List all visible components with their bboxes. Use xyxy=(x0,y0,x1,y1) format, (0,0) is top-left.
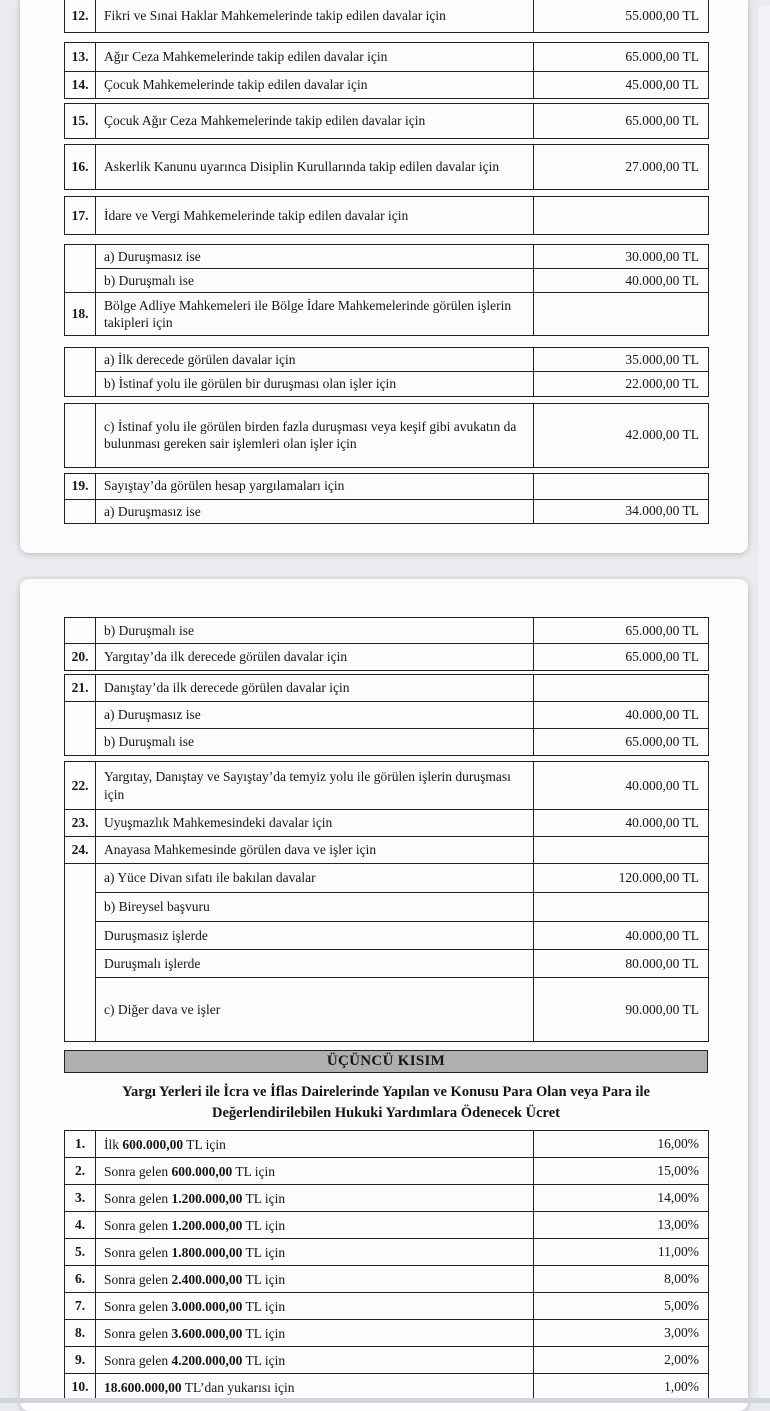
row-number-cell: 8. xyxy=(65,1320,96,1347)
table-row xyxy=(65,72,709,99)
table-row xyxy=(65,729,709,756)
table-row xyxy=(65,1374,709,1401)
table-row xyxy=(65,675,709,702)
table-row xyxy=(65,644,709,671)
description-cell: Sonra gelen 3.000.000,00 TL için xyxy=(96,1293,534,1320)
amount-cell xyxy=(534,473,709,499)
row-number-cell: 2. xyxy=(65,1158,96,1185)
table-row xyxy=(65,293,709,336)
description-cell: Duruşmalı işlerde xyxy=(96,950,534,978)
percentage-cell: 16,00% xyxy=(534,1131,709,1158)
table-row xyxy=(65,269,709,293)
table-row xyxy=(65,1212,709,1239)
amount-cell: 65.000,00 TL xyxy=(534,43,709,72)
table-row xyxy=(65,1293,709,1320)
amount-cell: 40.000,00 TL xyxy=(534,269,709,293)
description-cell: Sonra gelen 4.200.000,00 TL için xyxy=(96,1347,534,1374)
amount-cell: 40.000,00 TL xyxy=(534,810,709,837)
table-row xyxy=(65,1185,709,1212)
table-row xyxy=(65,762,709,810)
description-cell: Sonra gelen 3.600.000,00 TL için xyxy=(96,1320,534,1347)
table-row xyxy=(65,473,709,499)
amount-cell: 30.000,00 TL xyxy=(534,245,709,269)
description-cell: Anayasa Mahkemesinde görülen dava ve işler için xyxy=(96,837,534,864)
fee-table xyxy=(64,42,709,99)
fee-table xyxy=(64,1130,709,1401)
amount-cell xyxy=(534,675,709,702)
section-header-label: ÜÇÜNCÜ KISIM xyxy=(326,1053,446,1069)
row-number-cell: 17. xyxy=(65,197,96,235)
amount-cell: 40.000,00 TL xyxy=(534,702,709,729)
amount-cell: 65.000,00 TL xyxy=(534,104,709,139)
description-cell: Askerlik Kanunu uyarınca Disiplin Kurullarında takip edilen davalar için xyxy=(96,145,534,190)
description-cell: 18.600.000,00 TL’dan yukarısı için xyxy=(96,1374,534,1401)
document-page-1 xyxy=(20,0,748,553)
description-cell: a) Yüce Divan sıfatı ile bakılan davalar xyxy=(96,864,534,893)
table-row xyxy=(65,618,709,644)
row-number-cell: 12. xyxy=(65,0,96,33)
amount-cell: 80.000,00 TL xyxy=(534,950,709,978)
scrollbar-track[interactable] xyxy=(758,5,770,1403)
amount-cell: 90.000,00 TL xyxy=(534,978,709,1042)
table-row xyxy=(65,1266,709,1293)
viewport-bottom-edge xyxy=(0,1398,770,1403)
description-cell: Danıştay’da ilk derecede görülen davalar için xyxy=(96,675,534,702)
row-number-cell: 22. xyxy=(65,762,96,810)
amount-cell: 35.000,00 TL xyxy=(534,348,709,372)
table-row xyxy=(65,978,709,1042)
row-number-cell: 9. xyxy=(65,1347,96,1374)
description-cell: Sonra gelen 1.200.000,00 TL için xyxy=(96,1185,534,1212)
fee-table xyxy=(64,403,709,468)
amount-cell: 40.000,00 TL xyxy=(534,922,709,950)
table-row xyxy=(65,893,709,922)
percentage-cell: 1,00% xyxy=(534,1374,709,1401)
row-number-cell: 4. xyxy=(65,1212,96,1239)
description-cell: a) Duruşmasız ise xyxy=(96,245,534,269)
table-row xyxy=(65,1131,709,1158)
table-row xyxy=(65,1347,709,1374)
description-cell: Yargıtay, Danıştay ve Sayıştay’da temyiz yolu ile görülen işlerin duruşması için xyxy=(96,762,534,810)
table-row xyxy=(65,1320,709,1347)
section-heading xyxy=(64,1082,708,1123)
row-number-cell: 6. xyxy=(65,1266,96,1293)
table-row xyxy=(65,403,709,467)
bold-amount-text: 600.000,00 xyxy=(122,1136,184,1152)
amount-cell: 120.000,00 TL xyxy=(534,864,709,893)
description-cell: Sonra gelen 1.200.000,00 TL için xyxy=(96,1212,534,1239)
bold-amount-text: 2.400.000,00 xyxy=(171,1271,243,1287)
amount-cell: 55.000,00 TL xyxy=(534,0,709,33)
row-number-empty-cell xyxy=(65,702,96,756)
bold-amount-text: 1.800.000,00 xyxy=(171,1244,243,1260)
row-number-empty-cell xyxy=(65,864,96,1042)
description-cell: Duruşmasız işlerde xyxy=(96,922,534,950)
amount-cell: 22.000,00 TL xyxy=(534,372,709,396)
description-cell: Çocuk Mahkemelerinde takip edilen davalar için xyxy=(96,72,534,99)
document-page-2 xyxy=(20,579,748,1411)
row-number-cell: 24. xyxy=(65,837,96,864)
row-number-empty-cell xyxy=(65,618,96,644)
description-cell: a) Duruşmasız ise xyxy=(96,702,534,729)
table-row xyxy=(65,922,709,950)
row-number-cell: 7. xyxy=(65,1293,96,1320)
description-cell: b) Duruşmalı ise xyxy=(96,729,534,756)
fee-table xyxy=(64,761,709,1042)
percentage-cell: 11,00% xyxy=(534,1239,709,1266)
table-row xyxy=(65,372,709,396)
fee-table-area-page1 xyxy=(64,0,708,524)
amount-cell: 40.000,00 TL xyxy=(534,762,709,810)
table-row xyxy=(65,0,709,33)
table-row xyxy=(65,950,709,978)
fee-table xyxy=(64,617,709,671)
row-number-cell: 15. xyxy=(65,104,96,139)
percentage-table-area xyxy=(64,1130,708,1401)
percentage-cell: 2,00% xyxy=(534,1347,709,1374)
fee-table xyxy=(64,674,709,756)
table-row xyxy=(65,1158,709,1185)
amount-cell: 42.000,00 TL xyxy=(534,403,709,467)
row-number-cell: 21. xyxy=(65,675,96,702)
description-cell: Fikri ve Sınai Haklar Mahkemelerinde takip edilen davalar için xyxy=(96,0,534,33)
fee-table-area-page2 xyxy=(64,617,708,1042)
fee-table xyxy=(64,244,709,336)
row-number-cell: 16. xyxy=(65,145,96,190)
description-cell: a) Duruşmasız ise xyxy=(96,499,534,523)
description-cell: c) Diğer dava ve işler xyxy=(96,978,534,1042)
table-row xyxy=(65,864,709,893)
percentage-cell: 3,00% xyxy=(534,1320,709,1347)
section-header-band xyxy=(64,1050,708,1073)
description-cell: Sayıştay’da görülen hesap yargılamaları için xyxy=(96,473,534,499)
table-row xyxy=(65,197,709,235)
description-cell: Sonra gelen 600.000,00 TL için xyxy=(96,1158,534,1185)
description-cell: b) Duruşmalı ise xyxy=(96,618,534,644)
amount-cell: 45.000,00 TL xyxy=(534,72,709,99)
description-cell: Sonra gelen 2.400.000,00 TL için xyxy=(96,1266,534,1293)
description-cell: Yargıtay’da ilk derecede görülen davalar için xyxy=(96,644,534,671)
description-cell: Çocuk Ağır Ceza Mahkemelerinde takip edilen davalar için xyxy=(96,104,534,139)
amount-cell: 34.000,00 TL xyxy=(534,499,709,523)
description-cell: Sonra gelen 1.800.000,00 TL için xyxy=(96,1239,534,1266)
table-row xyxy=(65,43,709,72)
table-row xyxy=(65,1239,709,1266)
percentage-cell: 8,00% xyxy=(534,1266,709,1293)
row-number-cell: 14. xyxy=(65,72,96,99)
percentage-cell: 13,00% xyxy=(534,1212,709,1239)
description-cell: Bölge Adliye Mahkemeleri ile Bölge İdare Mahkemelerinde görülen işlerin takipleri için xyxy=(96,293,534,336)
bold-amount-text: 3.000.000,00 xyxy=(171,1298,243,1314)
table-row xyxy=(65,348,709,372)
bold-amount-text: 1.200.000,00 xyxy=(171,1217,243,1233)
description-cell: a) İlk derecede görülen davalar için xyxy=(96,348,534,372)
fee-table xyxy=(64,196,709,235)
row-number-cell: 18. xyxy=(65,293,96,336)
row-number-cell: 5. xyxy=(65,1239,96,1266)
bold-amount-text: 18.600.000,00 xyxy=(104,1379,182,1395)
fee-table xyxy=(64,347,709,396)
bold-amount-text: 4.200.000,00 xyxy=(171,1352,243,1368)
row-number-cell: 19. xyxy=(65,473,96,499)
amount-cell xyxy=(534,293,709,336)
amount-cell xyxy=(534,893,709,922)
fee-table xyxy=(64,144,709,190)
description-cell: İlk 600.000,00 TL için xyxy=(96,1131,534,1158)
table-row xyxy=(65,145,709,190)
description-cell: b) Bireysel başvuru xyxy=(96,893,534,922)
table-row xyxy=(65,104,709,139)
description-cell: c) İstinaf yolu ile görülen birden fazla duruşması veya keşif gibi avukatın da bulunması gereken sair işlemleri olan işler için xyxy=(96,403,534,467)
description-cell: Ağır Ceza Mahkemelerinde takip edilen davalar için xyxy=(96,43,534,72)
percentage-cell: 5,00% xyxy=(534,1293,709,1320)
amount-cell: 27.000,00 TL xyxy=(534,145,709,190)
amount-cell: 65.000,00 TL xyxy=(534,644,709,671)
row-number-cell: 23. xyxy=(65,810,96,837)
table-row xyxy=(65,245,709,269)
table-row xyxy=(65,810,709,837)
amount-cell: 65.000,00 TL xyxy=(534,618,709,644)
bold-amount-text: 1.200.000,00 xyxy=(171,1190,243,1206)
table-row xyxy=(65,702,709,729)
bold-amount-text: 3.600.000,00 xyxy=(171,1325,243,1341)
fee-table xyxy=(64,103,709,139)
row-number-cell: 10. xyxy=(65,1374,96,1401)
amount-cell: 65.000,00 TL xyxy=(534,729,709,756)
fee-table xyxy=(64,0,709,33)
section-heading-line1: Yargı Yerleri ile İcra ve İflas Dairelerinde Yapılan ve Konusu Para Olan veya Para ile xyxy=(122,1084,650,1100)
amount-cell xyxy=(534,837,709,864)
percentage-cell: 14,00% xyxy=(534,1185,709,1212)
fee-table xyxy=(64,473,709,524)
row-number-empty-cell xyxy=(65,403,96,467)
row-number-empty-cell xyxy=(65,348,96,396)
table-row xyxy=(65,837,709,864)
row-number-cell: 1. xyxy=(65,1131,96,1158)
row-number-cell: 3. xyxy=(65,1185,96,1212)
row-number-empty-cell xyxy=(65,499,96,523)
table-row xyxy=(65,499,709,523)
row-number-empty-cell xyxy=(65,245,96,293)
row-number-cell: 13. xyxy=(65,43,96,72)
description-cell: İdare ve Vergi Mahkemelerinde takip edilen davalar için xyxy=(96,197,534,235)
description-cell: b) İstinaf yolu ile görülen bir duruşması olan işler için xyxy=(96,372,534,396)
amount-cell xyxy=(534,197,709,235)
section-heading-line2: Değerlendirilebilen Hukuki Yardımlara Ödenecek Ücret xyxy=(212,1104,560,1121)
row-number-cell: 20. xyxy=(65,644,96,671)
description-cell: Uyuşmazlık Mahkemesindeki davalar için xyxy=(96,810,534,837)
percentage-cell: 15,00% xyxy=(534,1158,709,1185)
bold-amount-text: 600.000,00 xyxy=(171,1163,233,1179)
description-cell: b) Duruşmalı ise xyxy=(96,269,534,293)
